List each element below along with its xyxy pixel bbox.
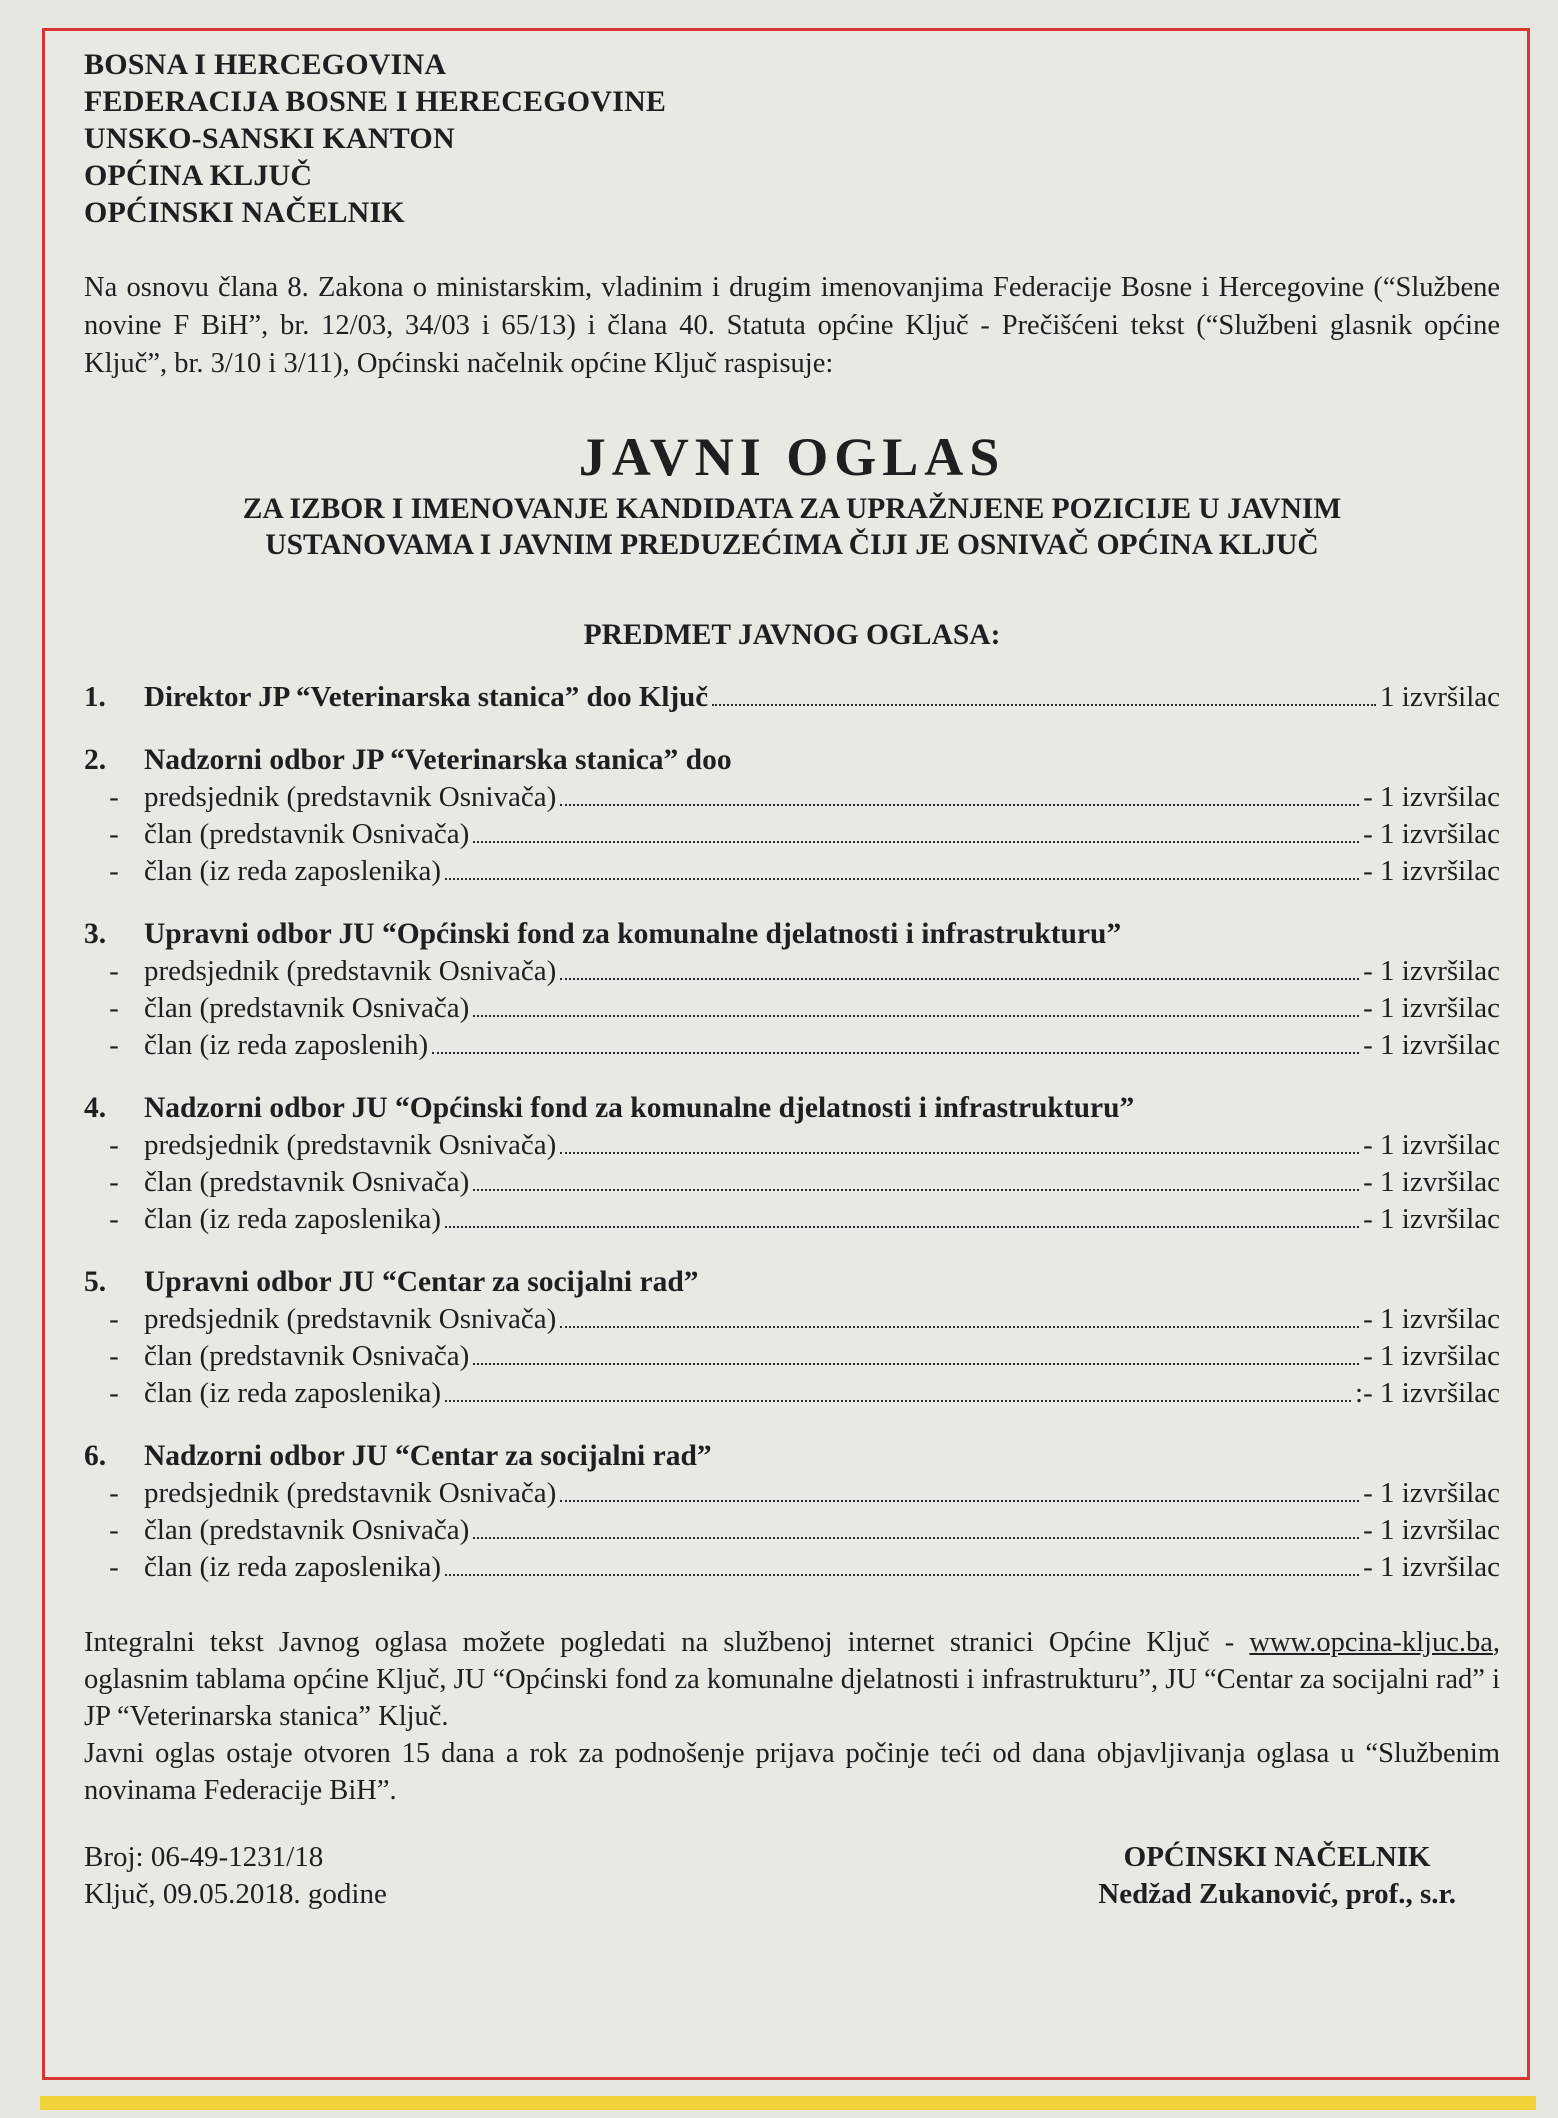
section-title: Upravni odbor JU “Općinski fond za komunalne djelatnosti i infrastrukturu” [144, 918, 1122, 950]
dot-leader [473, 1362, 1359, 1365]
row-label: predsjednik (predstavnik Osnivača) [144, 1129, 557, 1161]
row-dash: - [109, 855, 119, 887]
section-heading [84, 1438, 1500, 1475]
row-label: član (predstavnik Osnivača) [144, 1514, 470, 1546]
row-dash: - [109, 992, 119, 1024]
section-heading [84, 1090, 1500, 1127]
dot-leader [560, 1499, 1359, 1502]
row-dash: - [109, 781, 119, 813]
row-quantity: - 1 izvršilac [1363, 1514, 1500, 1546]
header-line: OPĆINA KLJUČ [84, 159, 313, 192]
yellow-strip [40, 2096, 1536, 2110]
row-quantity: - 1 izvršilac [1363, 1303, 1500, 1335]
dot-leader [445, 1225, 1359, 1228]
position-row [84, 953, 1500, 990]
position-row [84, 1201, 1500, 1238]
row-dash: - [109, 1203, 119, 1235]
position-row [84, 853, 1500, 890]
header-line: FEDERACIJA BOSNE I HERECEGOVINE [84, 85, 667, 118]
dot-leader [560, 1325, 1359, 1328]
item-number: 1. [84, 681, 106, 713]
row-quantity: - 1 izvršilac [1363, 1477, 1500, 1509]
row-quantity: - 1 izvršilac [1363, 855, 1500, 887]
subtitle-line: USTANOVAMA I JAVNIM PREDUZEĆIMA ČIJI JE OSNIVAČ OPĆINA KLJUČ [265, 529, 1319, 561]
dot-leader [473, 840, 1359, 843]
row-dash: - [109, 1129, 119, 1161]
position-section [84, 1090, 1500, 1238]
section-number: 3. [84, 918, 107, 950]
footer-paragraph [84, 1624, 1500, 1809]
row-dash: - [109, 818, 119, 850]
subject-heading: PREDMET JAVNOG OGLASA: [583, 619, 1001, 651]
position-row [84, 1338, 1500, 1375]
row-quantity: - 1 izvršilac [1363, 1551, 1500, 1583]
announcement-content [84, 46, 1500, 1913]
website-link[interactable]: www.opcina-kljuc.ba [1249, 1627, 1493, 1658]
position-item-1 [84, 679, 1500, 716]
footer-text-2: , oglasnim tablama općine Ključ, JU “Općinski fond za komunalne djelatnosti i infrastrukturu”, JU “Centar za socijalni rad” i JP “Veterinarska stanica” Ključ. [84, 1627, 1500, 1732]
row-label: član (predstavnik Osnivača) [144, 1340, 470, 1372]
dot-leader [473, 1536, 1359, 1539]
row-label: član (iz reda zaposlenih) [144, 1029, 429, 1061]
row-label: predsjednik (predstavnik Osnivača) [144, 955, 557, 987]
row-label: član (predstavnik Osnivača) [144, 818, 470, 850]
dot-leader [560, 803, 1359, 806]
row-quantity: - 1 izvršilac [1363, 1340, 1500, 1372]
row-quantity: - 1 izvršilac [1363, 955, 1500, 987]
section-number: 4. [84, 1092, 107, 1124]
row-quantity: :- 1 izvršilac [1355, 1377, 1500, 1409]
row-quantity: - 1 izvršilac [1363, 1203, 1500, 1235]
row-dash: - [109, 1029, 119, 1061]
signatory-block [1098, 1839, 1456, 1913]
signatory-name: Nedžad Zukanović, prof., s.r. [1098, 1878, 1456, 1910]
dot-leader [445, 1573, 1359, 1576]
sections-container [84, 742, 1500, 1586]
dot-leader [712, 703, 1376, 706]
position-section [84, 742, 1500, 890]
section-title: Nadzorni odbor JU “Općinski fond za komunalne djelatnosti i infrastrukturu” [144, 1092, 1135, 1124]
position-row [84, 779, 1500, 816]
section-number: 5. [84, 1266, 107, 1298]
position-row [84, 1164, 1500, 1201]
row-label: predsjednik (predstavnik Osnivača) [144, 1303, 557, 1335]
position-row [84, 1027, 1500, 1064]
row-quantity: - 1 izvršilac [1363, 1129, 1500, 1161]
position-row [84, 1301, 1500, 1338]
position-section [84, 1264, 1500, 1412]
row-dash: - [109, 1551, 119, 1583]
dot-leader [473, 1014, 1359, 1017]
issuer-header [84, 46, 1500, 231]
row-dash: - [109, 955, 119, 987]
section-heading [84, 742, 1500, 779]
row-quantity: - 1 izvršilac [1363, 1166, 1500, 1198]
position-row [84, 1475, 1500, 1512]
section-number: 2. [84, 744, 107, 776]
section-heading [84, 1264, 1500, 1301]
row-label: član (iz reda zaposlenika) [144, 1551, 442, 1583]
intro-paragraph: Na osnovu člana 8. Zakona o ministarskim, vladinim i drugim imenovanjima Federacije Bosne i Hercegovine (“Službene novine F BiH”, br. 12/03, 34/03 i 65/13) i člana 40. Statuta općine Ključ - Prečišćeni tekst (“Službeni glasnik općine Ključ”, br. 3/10 i 3/11), Općinski načelnik općine Ključ raspisuje: [84, 272, 1500, 379]
dot-leader [560, 977, 1359, 980]
reference-number: Broj: 06-49-1231/18 [84, 1841, 324, 1873]
row-quantity: - 1 izvršilac [1363, 992, 1500, 1024]
header-line: BOSNA I HERCEGOVINA [84, 48, 447, 81]
section-title: Upravni odbor JU “Centar za socijalni rad” [144, 1266, 699, 1298]
positions-list [84, 679, 1500, 1586]
item-quantity: 1 izvršilac [1380, 681, 1500, 713]
row-label: član (iz reda zaposlenika) [144, 1203, 442, 1235]
section-number: 6. [84, 1440, 107, 1472]
page-subtitle [84, 491, 1500, 563]
dot-leader [445, 877, 1359, 880]
reference-block [84, 1839, 387, 1913]
position-section [84, 916, 1500, 1064]
section-title: Nadzorni odbor JP “Veterinarska stanica” doo [144, 744, 732, 776]
row-dash: - [109, 1377, 119, 1409]
position-row [84, 990, 1500, 1027]
row-label: član (iz reda zaposlenika) [144, 1377, 442, 1409]
signature-area [84, 1839, 1500, 1913]
footer-text-1: Integralni tekst Javnog oglasa možete pogledati na službenoj internet stranici Općine Ključ - [84, 1627, 1250, 1658]
row-dash: - [109, 1340, 119, 1372]
position-row [84, 1375, 1500, 1412]
page-title: JAVNI OGLAS [578, 427, 1006, 487]
row-quantity: - 1 izvršilac [1363, 818, 1500, 850]
row-dash: - [109, 1514, 119, 1546]
position-row [84, 1512, 1500, 1549]
position-row [84, 1549, 1500, 1586]
dot-leader [473, 1188, 1359, 1191]
position-row [84, 1127, 1500, 1164]
footer-text-3: Javni oglas ostaje otvoren 15 dana a rok za podnošenje prijava počinje teći od dana objavljivanja oglasa u “Službenim novinama Federacije BiH”. [84, 1738, 1500, 1806]
position-row [84, 816, 1500, 853]
row-label: član (iz reda zaposlenika) [144, 855, 442, 887]
row-quantity: - 1 izvršilac [1363, 1029, 1500, 1061]
place-date: Ključ, 09.05.2018. godine [84, 1878, 387, 1910]
position-section [84, 1438, 1500, 1586]
subtitle-line: ZA IZBOR I IMENOVANJE KANDIDATA ZA UPRAŽNJENE POZICIJE U JAVNIM [242, 493, 1342, 525]
section-title: Nadzorni odbor JU “Centar za socijalni rad” [144, 1440, 712, 1472]
dot-leader [445, 1399, 1351, 1402]
header-line: OPĆINSKI NAČELNIK [84, 196, 405, 229]
header-line: UNSKO-SANSKI KANTON [84, 122, 455, 155]
row-label: predsjednik (predstavnik Osnivača) [144, 1477, 557, 1509]
row-label: član (predstavnik Osnivača) [144, 992, 470, 1024]
row-dash: - [109, 1303, 119, 1335]
row-quantity: - 1 izvršilac [1363, 781, 1500, 813]
row-dash: - [109, 1166, 119, 1198]
row-label: predsjednik (predstavnik Osnivača) [144, 781, 557, 813]
item-label: Direktor JP “Veterinarska stanica” doo Ključ [144, 681, 709, 713]
row-dash: - [109, 1477, 119, 1509]
signatory-role: OPĆINSKI NAČELNIK [1123, 1841, 1431, 1873]
dot-leader [560, 1151, 1359, 1154]
section-heading [84, 916, 1500, 953]
row-label: član (predstavnik Osnivača) [144, 1166, 470, 1198]
dot-leader [432, 1051, 1359, 1054]
